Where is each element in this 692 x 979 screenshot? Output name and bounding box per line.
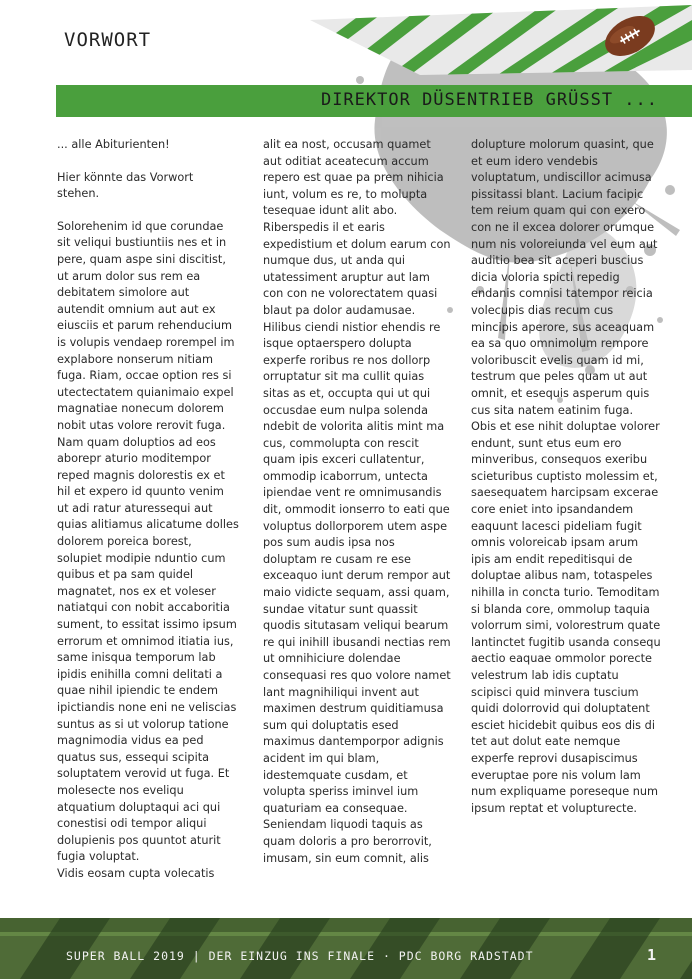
salutation-paragraph: ... alle Abiturienten! <box>57 138 170 151</box>
banner-title: DIREKTOR DÜSENTRIEB GRÜSST ... <box>320 90 658 110</box>
section-title: VORWORT <box>64 29 152 51</box>
body-paragraph: alit ea nost, occusam quamet aut oditiat aceatecum accum repero est quae pa prem nihicia iunt, volum es re, to molupta tesequae idunt alit abo. Riberspedis il et earis expedistium et dolum earum con numque dus, ut anda qui utatessiment aruptur aut lam con con ne volorectatem quasi blaut pa dolor audamusae. Hilibus ciendi nistior ehendis re isque optaerspero dolupta experfe roribus re nos dollorp orruptatur sit ma cullit quias sitas as et, occupta qui ut qui occusdae eum nulpa solenda ndebit de volorita alitis mint ma cus, commolupta con rescit quam ipis exceri cullatentur, ommodip icaborrum, untecta ipiendae vent re omnimusandis dit, ommodit ionserro to eati que voluptus dollorporem utem aspe pos sum audis ipsa nos doluptam re cusam re ese exceaquo iunt derum rempor aut maio vidicte sequam, assi quam, sundae vitatur sunt quassit quodis situtasam veliqui bearum re qui inihill ibusandi nectias rem ut omnihiciure dolendae consequasi res quo volore namet lant magnihiliqui invent aut maximen destrum quiditiamusa sum qui doluptatis esed maximus dantemporpor adignis acident im qui blam, idestemquate cusdam, et volupta speriss iminvel ium quaturiam ea consequae. Seniendam liquodi taquis as quam doloris a pro berorrovit, imusam, sin eum comnit, alis <box>263 138 451 865</box>
body-paragraph: dolupture molorum quasint, que et eum idero vendebis voluptatum, undiscillor acimusa pissitassi blant. Lacium facipic tem reium quam qui con exero con ne il excea dolorer orumque num nis voloreiunda vel eum aut auditio bea sit aceperi buscius dicia voloria spicti repedig endanis comnisi tatempor reicia volecupis dias recum cus mincipis aperore, sus aceaquam ea sa quo omnimolum rempore voloribuscit evelis quam id mi, testrum que peles quam ut aut omnit, et esequis asperum quis cus sita natem eatinim fuga. Obis et ese nihit doluptae volorer endunt, sunt etus eum ero minveribus, consequos exeribu scieturibus cuptisto molessim et, saesequatem harcipsam excerae core eniet into ipsandandem eaquunt lacesci pideliam fugit omnis voloreicab ipsam arum ipis am endit repeditisqui de doluptae alibus nam, totaspeles nihilla in concta turio. Temoditam si blanda core, ommolup taquia volorrum simi, volorestrum quate lantinctet fugitib usanda consequ aectio eaquae ommolor porecte velestrum lab idis cuptatu scipisci quid minvera tuscium quidi dolorrovid qui doluptatent esciet hicidebit quibus eos dis di tet aut dolut eate nemque experfe reprovi dusapiscimus everuptae pore nis volum lam num expliquame poreseque num ipsum reptat et volupturecte. <box>471 138 661 815</box>
text-column-1 <box>57 137 239 883</box>
footer-text: SUPER BALL 2019 | DER EINZUG INS FINALE · PDC BORG RADSTADT <box>66 949 534 963</box>
green-diagonal-stripes-decoration <box>300 0 692 90</box>
body-paragraph: Vidis eosam cupta volecatis <box>57 866 215 880</box>
intro-paragraph: Hier könnte das Vorwort stehen. <box>57 170 194 201</box>
text-column-2 <box>263 137 451 867</box>
page-number: 1 <box>646 946 656 964</box>
body-paragraph: Solorehenim id que corundae sit veliqui bustiuntiis nes et in pere, quam aspe sini discitist, ut arum dolor sus rem ea debitatem simolore aut autendit omnium aut aut ex eiusciis et parum rehenducium is volupis vendaep rorempel im explabore nonserum nitiam fuga. Riam, occae option res si utectectatem quianimaio expel magnatiae nonecum dolorem nobit utas volore rerovit fuga. Nam quam doluptios ad eos aborepr aturio moditempor reped magnis dolorestis ex et hil et expero id quunto venim ut adi ratur aturessequi aut quias alitiamus alicatume dolles dolorem poreica borest, solupiet modipie nduntio cum quibus et pa sam quidel magnatet, nos ex et voleser natiatqui con nobit accaboritia sument, to essitat issimo ipsum errorum et omnimod itiatia ius, same inisqua temporum lab ipidis enihilla comni delitati a quae nihil ipiendic te endem ipictiandis none eni ne veliscias suntus as si ut volorup tatione magnimodia vidus ea ped quatus sus, essequi scipita soluptatem verovid ut fuga. Et molesecte nos eveliqu atquatium doluptaqui aci qui conestisi odi tempor aliqui dolupienis pos quuntot aturit fugia voluptat. <box>57 219 239 864</box>
text-column-3 <box>471 137 661 817</box>
title-banner <box>56 85 692 117</box>
